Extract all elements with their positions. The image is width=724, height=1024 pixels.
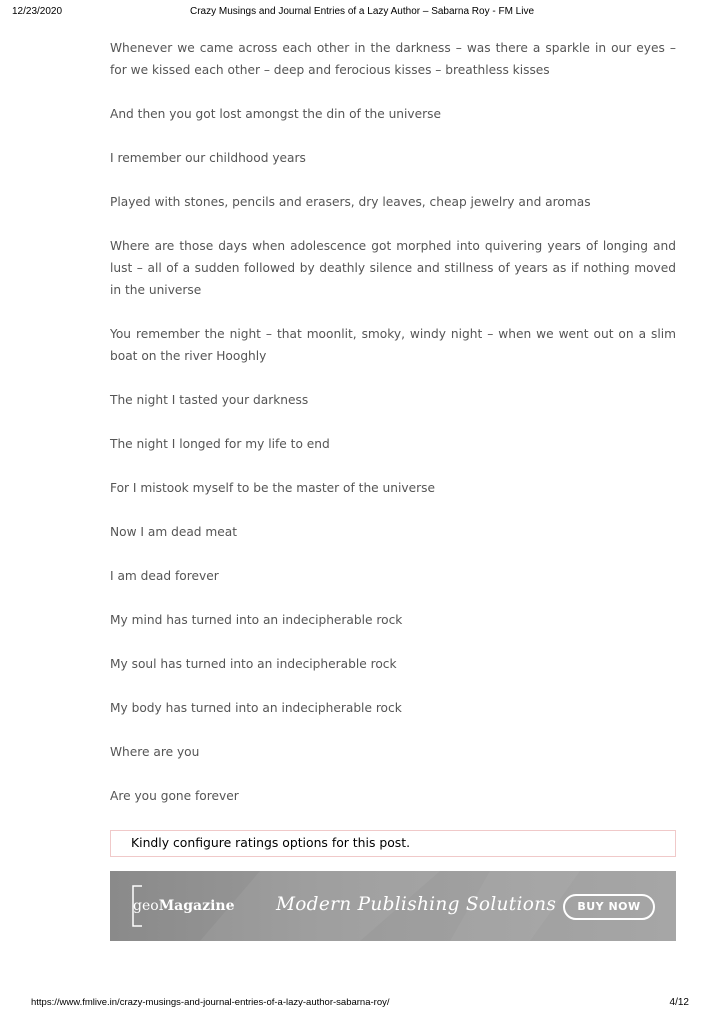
article-paragraph: I remember our childhood years xyxy=(110,151,306,165)
article-paragraph: Whenever we came across each other in the darkness – was there a sparkle in our eyes – for we kissed each other – deep and ferocious kisses – breathless kisses xyxy=(110,41,676,77)
article-paragraph: I am dead forever xyxy=(110,569,219,583)
geomagazine-logo xyxy=(133,898,234,914)
article-paragraph: For I mistook myself to be the master of the universe xyxy=(110,481,435,495)
article-paragraph: My mind has turned into an indecipherable rock xyxy=(110,613,403,627)
article-paragraph: My soul has turned into an indecipherable rock xyxy=(110,657,397,671)
logo-suffix: Magazine xyxy=(158,898,235,914)
article-body xyxy=(110,37,676,829)
print-header-title: Crazy Musings and Journal Entries of a Lazy Author – Sabarna Roy - FM Live xyxy=(189,6,535,17)
article-paragraph: The night I longed for my life to end xyxy=(110,437,330,451)
article-paragraph: My body has turned into an indecipherable rock xyxy=(110,701,402,715)
banner-tagline: Modern Publishing Solutions xyxy=(276,894,557,915)
geomagazine-ad-banner[interactable] xyxy=(110,871,676,941)
article-paragraph: Played with stones, pencils and erasers, dry leaves, cheap jewelry and aromas xyxy=(110,195,591,209)
buy-now-button[interactable]: BUY NOW xyxy=(563,894,655,920)
ratings-notice-text: Kindly configure ratings options for this post. xyxy=(131,835,411,850)
ratings-notice-box xyxy=(110,830,676,857)
article-paragraph: Are you gone forever xyxy=(110,789,239,803)
article-paragraph: You remember the night – that moonlit, smoky, windy night – when we went out on a slim boat on the river Hooghly xyxy=(110,327,676,363)
print-header-date: 12/23/2020 xyxy=(12,6,63,17)
print-footer-page-number: 4/12 xyxy=(669,997,689,1008)
logo-prefix: geo xyxy=(133,898,159,914)
article-paragraph: The night I tasted your darkness xyxy=(110,393,309,407)
article-paragraph: Now I am dead meat xyxy=(110,525,238,539)
article-paragraph: Where are you xyxy=(110,745,200,759)
print-footer-url: https://www.fmlive.in/crazy-musings-and-journal-entries-of-a-lazy-author-sabarna-roy/ xyxy=(31,997,390,1008)
article-paragraph: Where are those days when adolescence got morphed into quivering years of longing and lust – all of a sudden followed by deathly silence and stillness of years as if nothing moved in the universe xyxy=(110,239,676,297)
article-paragraph: And then you got lost amongst the din of the universe xyxy=(110,107,441,121)
